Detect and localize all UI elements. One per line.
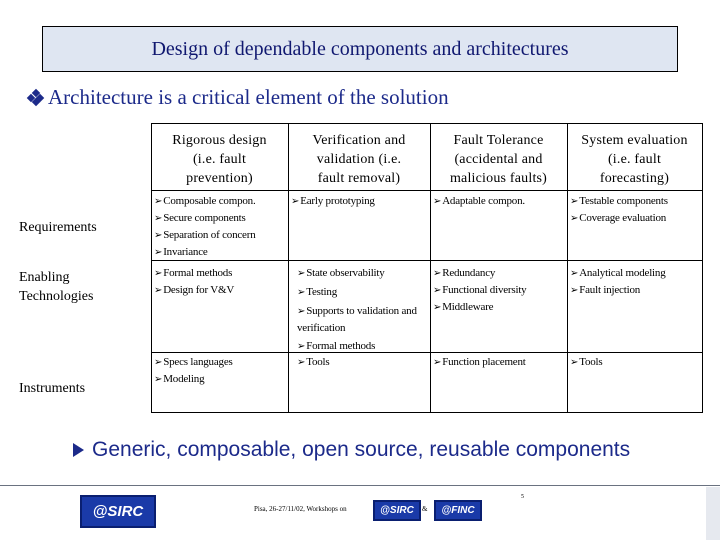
footer-divider [0, 485, 720, 486]
headline [28, 85, 449, 110]
bottom-statement-text: Generic, composable, open source, reusable components [92, 438, 631, 461]
row-header-instruments: Instruments [19, 381, 86, 396]
column-header-verification: Verification and validation (i.e. fault removal) [312, 133, 406, 186]
page-number: 5 [521, 494, 524, 500]
column-header-rigorous-design: Rigorous design (i.e. fault prevention) [172, 133, 267, 186]
row-header-enabling-technologies: Enabling Technologies [19, 270, 94, 304]
table-cell: ➢ Function placement [433, 354, 565, 371]
table-cell: ➢ Early prototyping [291, 193, 427, 210]
workshop-logo-1: @SIRC [373, 500, 421, 521]
table-cell: ➢ Tools [297, 354, 428, 371]
corner-decoration [706, 487, 720, 540]
table-cell: ➢ Testable components ➢ Coverage evaluation [570, 193, 700, 227]
table-cell: ➢ State observability ➢ Testing ➢ Supports to validation and verification ➢ Formal methods [297, 265, 428, 355]
table-cell: ➢ Formal methods ➢ Design for V&V [154, 265, 286, 299]
table-cell: ➢ Analytical modeling ➢ Fault injection [570, 265, 700, 299]
column-header-system-evaluation: System evaluation (i.e. fault forecasting) [581, 133, 688, 186]
table-cell: ➢ Composable compon. ➢ Secure components ➢ Separation of concern ➢ Invariance [154, 193, 286, 261]
table-cell: ➢ Specs languages ➢ Modeling [154, 354, 286, 388]
project-logo: @SIRC [80, 495, 156, 528]
workshop-logo-2: @FINC [434, 500, 482, 521]
slide-title-box [42, 26, 678, 72]
table-cell: ➢ Adaptable compon. [433, 193, 565, 210]
slide-title: Design of dependable components and architectures [151, 37, 569, 60]
arrow-bullet-icon [73, 443, 84, 457]
footer-ampersand: & [422, 505, 428, 513]
bottom-statement [73, 438, 630, 462]
diamond-bullet-icon [28, 90, 43, 105]
column-header-fault-tolerance: Fault Tolerance (accidental and malicious faults) [449, 133, 548, 186]
headline-text: Architecture is a critical element of the solution [48, 85, 449, 109]
footer-text: Pisa, 26-27/11/02, Workshops on [254, 505, 347, 513]
table-cell: ➢ Redundancy ➢ Functional diversity ➢ Middleware [433, 265, 565, 316]
table-cell: ➢ Tools [570, 354, 700, 371]
row-header-requirements: Requirements [19, 220, 97, 235]
